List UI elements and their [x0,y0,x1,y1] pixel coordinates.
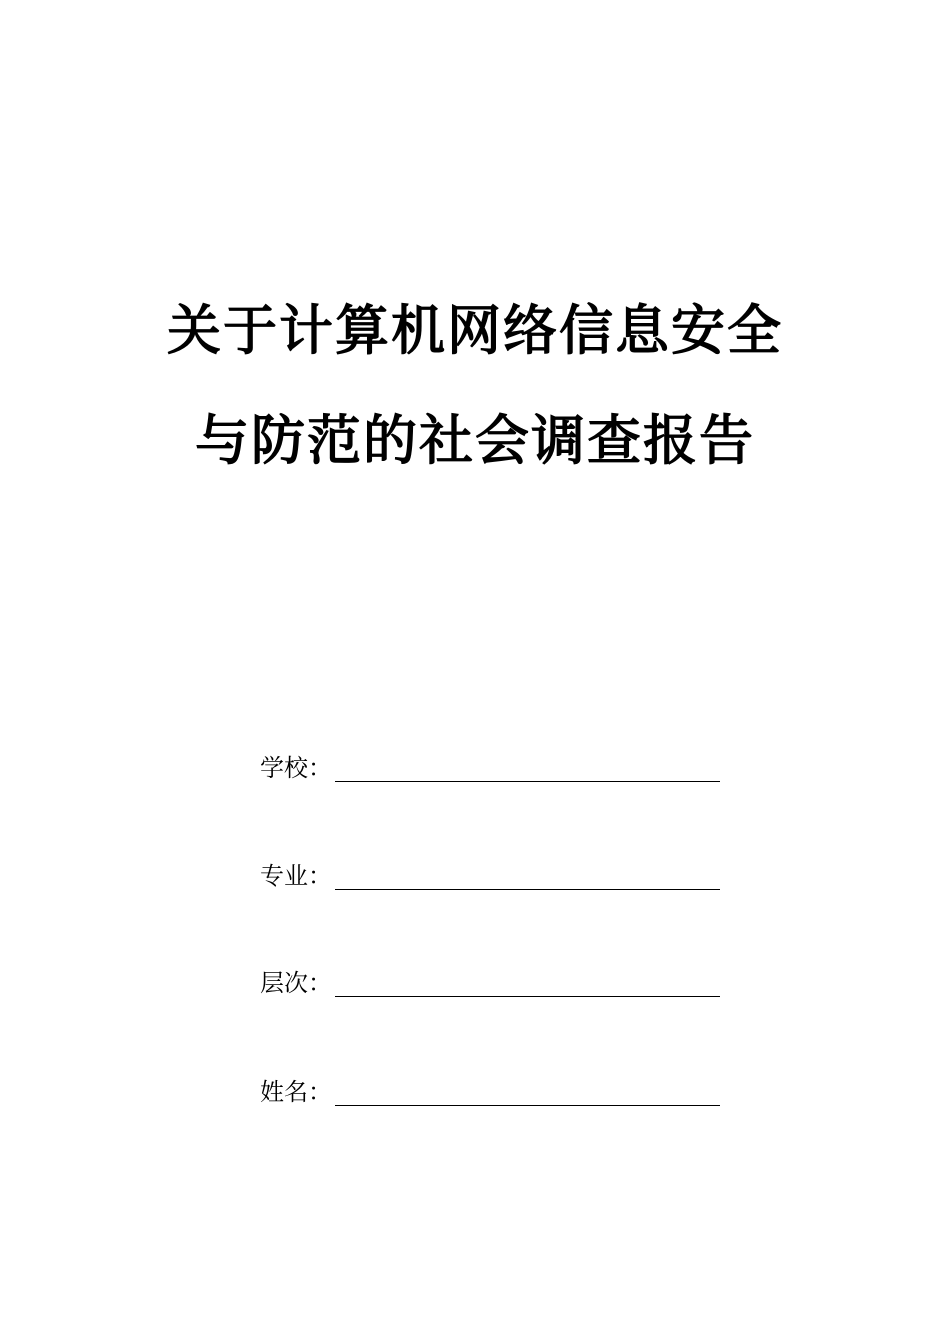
level-blank-line [335,996,720,997]
school-label: 学校： [260,754,332,782]
major-field [260,850,720,890]
name-blank-line [335,1105,720,1106]
name-field [260,1066,720,1106]
school-field [260,742,720,782]
name-label: 姓名： [260,1078,332,1106]
title-line-2: 与防范的社会调查报告 [195,408,755,472]
school-blank-line [335,781,720,782]
level-field [260,957,720,997]
level-label: 层次： [260,969,332,997]
major-label: 专业： [260,862,332,890]
major-blank-line [335,889,720,890]
title-line-1: 关于计算机网络信息安全 [167,298,783,362]
